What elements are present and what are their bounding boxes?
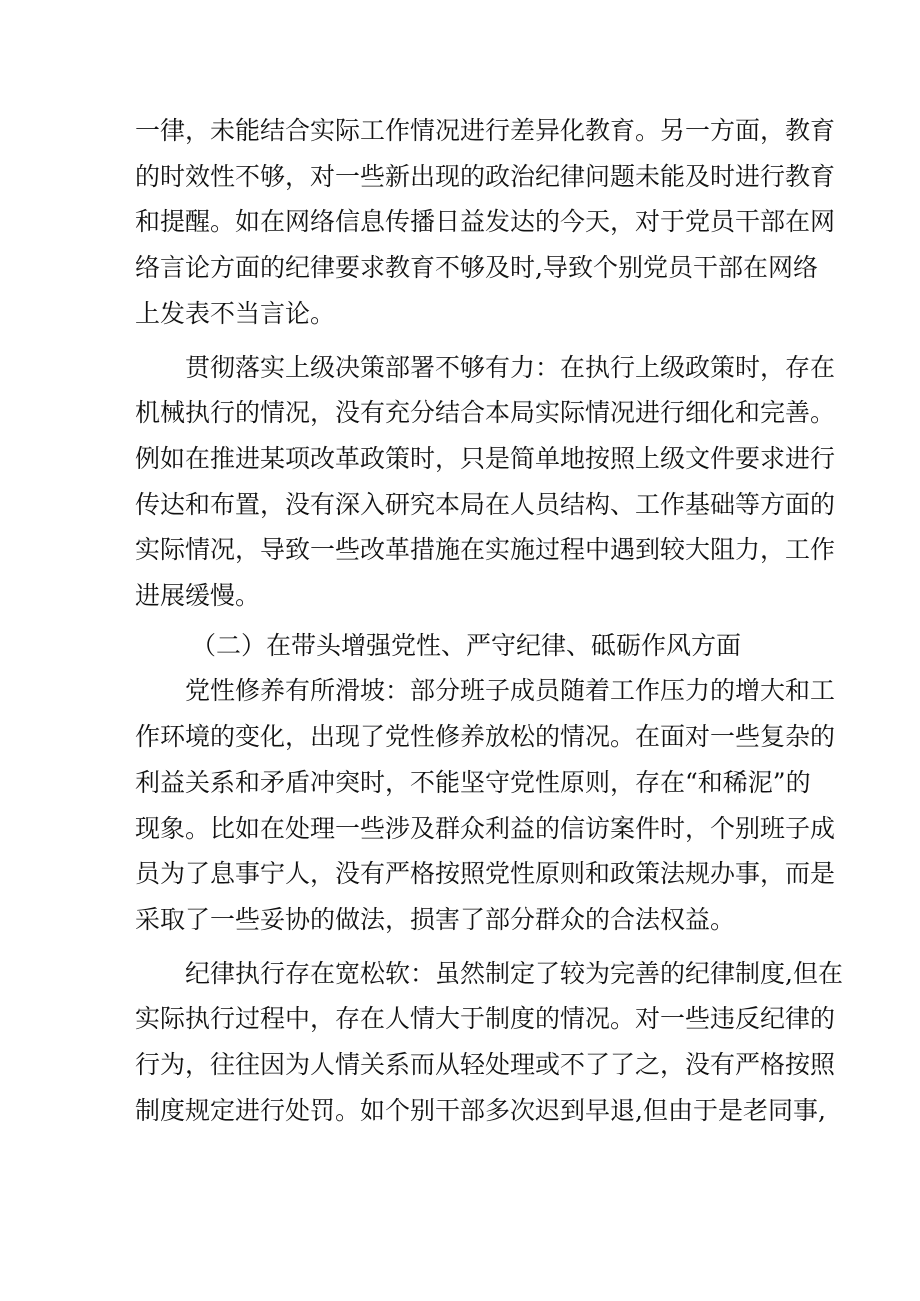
paragraph-party-spirit	[135, 668, 836, 942]
paragraph-discipline-enforcement	[135, 951, 843, 1134]
text-line: 现象。比如在处理一些涉及群众利益的信访案件时，个别班子成	[135, 813, 836, 843]
text-line: 传达和布置，没有深入研究本局在人员结构、工作基础等方面的	[135, 489, 836, 519]
section-heading: （二）在带头增强党性、严守纪律、砥砺作风方面	[190, 630, 741, 660]
text-line: 党性修养有所滑坡：部分班子成员随着工作压力的增大和工	[185, 676, 836, 706]
text-line: 上发表不当言论。	[135, 298, 336, 328]
text-line: 络言论方面的纪律要求教育不够及时,导致个别党员干部在网络	[135, 253, 818, 283]
document-body	[135, 108, 843, 1133]
text-line: 员为了息事宁人，没有严格按照党性原则和政策法规办事，而是	[135, 859, 836, 889]
paragraph-education	[135, 108, 836, 337]
text-line: 作环境的变化，出现了党性修养放松的情况。在面对一些复杂的	[135, 722, 836, 752]
text-line: 实际情况，导致一些改革措施在实施过程中遇到较大阻力，工作	[135, 535, 836, 565]
text-line: 例如在推进某项改革政策时，只是简单地按照上级文件要求进行	[135, 443, 836, 473]
text-line: 一律，未能结合实际工作情况进行差异化教育。另一方面，教育	[135, 116, 836, 145]
text-line: 行为，往往因为人情关系而从轻处理或不了了之，没有严格按照	[135, 1050, 836, 1080]
text-line: 和提醒。如在网络信息传播日益发达的今天，对于党员干部在网	[135, 207, 836, 237]
text-line: 利益关系和矛盾冲突时，不能坚守党性原则，存在“和稀泥”的	[135, 767, 811, 797]
text-line: 贯彻落实上级决策部署不够有力：在执行上级政策时，存在	[185, 352, 836, 382]
paragraph-policy-implementation	[135, 345, 836, 619]
text-line: 实际执行过程中，存在人情大于制度的情况。对一些违反纪律的	[135, 1004, 836, 1034]
text-line: 采取了一些妥协的做法，损害了部分群众的合法权益。	[135, 904, 736, 934]
text-line: 制度规定进行处罚。如个别干部多次迟到早退,但由于是老同事,	[135, 1095, 826, 1125]
text-line: 机械执行的情况，没有充分结合本局实际情况进行细化和完善。	[135, 398, 836, 428]
text-line: 进展缓慢。	[135, 581, 261, 611]
text-line: 纪律执行存在宽松软：虽然制定了较为完善的纪律制度,但在	[185, 958, 843, 988]
text-line: 的时效性不够，对一些新出现的政治纪律问题未能及时进行教育	[135, 161, 836, 191]
